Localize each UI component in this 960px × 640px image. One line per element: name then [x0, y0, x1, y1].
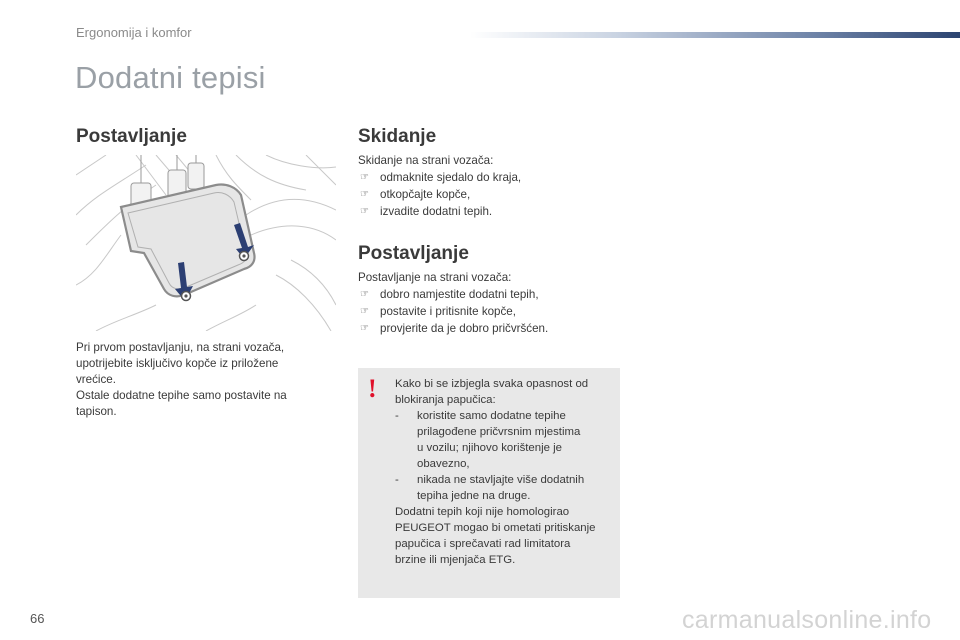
warning-line: obavezno, [417, 458, 470, 470]
pointing-hand-icon: ☞ [360, 206, 369, 217]
install-list [358, 286, 618, 337]
page-title: Dodatni tepisi [75, 60, 266, 95]
pointing-hand-icon: ☞ [360, 189, 369, 200]
floor-mat-illustration [76, 155, 336, 331]
dash-marker: - [395, 474, 399, 486]
pointing-hand-icon: ☞ [360, 289, 369, 300]
list-item [358, 286, 618, 303]
warning-line: nikada ne stavljajte više dodatnih [417, 474, 585, 486]
removal-list [358, 169, 608, 220]
removal-intro: Skidanje na strani vozača: [358, 154, 494, 167]
left-heading: Postavljanje [76, 126, 187, 147]
left-paragraph-line: Ostale dodatne tepihe samo postavite na [76, 389, 287, 402]
watermark: carmanualsonline.info [682, 606, 932, 634]
warning-text [395, 376, 617, 568]
list-item-text: dobro namjestite dodatni tepih, [380, 288, 539, 301]
warning-line: blokiranja papučica: [395, 394, 496, 406]
header-gradient-bar [470, 32, 960, 38]
warning-line: PEUGEOT mogao bi ometati pritiskanje [395, 522, 596, 534]
left-paragraph [76, 340, 316, 420]
left-paragraph-line: Pri prvom postavljanju, na strani vozača, [76, 341, 285, 354]
list-item-text: odmaknite sjedalo do kraja, [380, 171, 522, 184]
list-item [358, 203, 608, 220]
list-item [358, 169, 608, 186]
install-intro: Postavljanje na strani vozača: [358, 271, 512, 284]
warning-line: papučica i sprečavati rad limitatora [395, 538, 571, 550]
section-label: Ergonomija i komfor [76, 25, 192, 40]
left-paragraph-line: upotrijebite isključivo kopče iz priložene [76, 357, 279, 370]
warning-line: Kako bi se izbjegla svaka opasnost od [395, 378, 589, 390]
pointing-hand-icon: ☞ [360, 172, 369, 183]
left-paragraph-line: vrećice. [76, 373, 116, 386]
list-item-text: otkopčajte kopče, [380, 188, 471, 201]
warning-line: brzine ili mjenjača ETG. [395, 554, 516, 566]
warning-line: tepiha jedne na druge. [417, 490, 531, 502]
warning-dash-item [395, 472, 617, 504]
dash-marker: - [395, 410, 399, 422]
list-item [358, 303, 618, 320]
list-item-text: postavite i pritisnite kopče, [380, 305, 516, 318]
list-item-text: provjerite da je dobro pričvršćen. [380, 322, 549, 335]
page-number: 66 [30, 611, 45, 626]
list-item [358, 186, 608, 203]
warning-line: u vozilu; njihovo korištenje je [417, 442, 562, 454]
removal-heading: Skidanje [358, 126, 437, 147]
list-item [358, 320, 618, 337]
warning-line: prilagođene pričvrsnim mjestima [417, 426, 581, 438]
pointing-hand-icon: ☞ [360, 323, 369, 334]
warning-dash-item [395, 408, 617, 472]
pointing-hand-icon: ☞ [360, 306, 369, 317]
warning-line: Dodatni tepih koji nije homologirao [395, 506, 570, 518]
left-paragraph-line: tapison. [76, 405, 117, 418]
install-heading: Postavljanje [358, 243, 469, 264]
exclamation-icon: ! [368, 374, 377, 403]
warning-line: koristite samo dodatne tepihe [417, 410, 566, 422]
list-item-text: izvadite dodatni tepih. [380, 205, 493, 218]
